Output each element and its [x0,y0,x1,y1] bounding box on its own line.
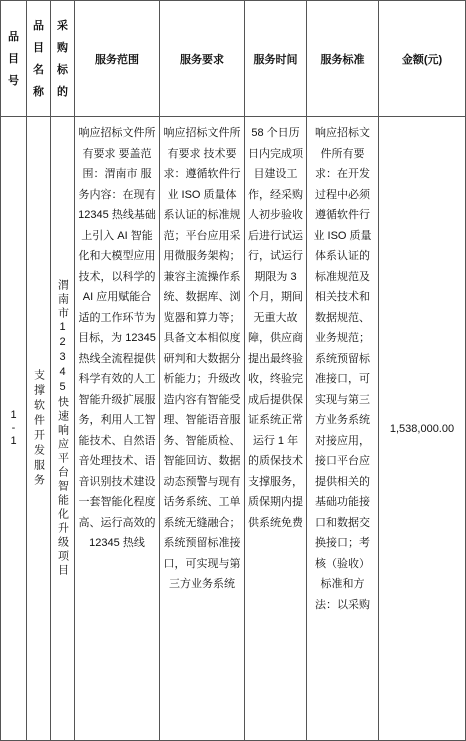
header-requirements: 服务要求 [159,0,245,117]
cell-requirements: 响应招标文件所有要求 技术要求：遵循软件行业 ISO 质量体系认证的标准规范；平台应用采用微服务架构；兼容主流操作系统、数据库、浏览器和算力等；具备文本相似度研判和大数据分析能力；升级改造内容有智能受理、智能语音服务、智能质检、智能回访、数据动态预警与现有话务系统、工单系统无缝融合；系统预留标准接口，可实现与第三方业务系统 [159,116,245,741]
header-target-char-3: 标 [57,63,68,76]
header-item-name-char-2: 目 [33,41,44,54]
header-target-char-2: 购 [57,41,68,54]
header-item-name-char-3: 名 [33,63,44,76]
procurement-target-text: 渭南市12345快速响应平台智能化升级项目 [56,279,69,578]
item-no-text: 1-1 [7,409,20,448]
header-scope: 服务范围 [74,0,160,117]
header-amount: 金额(元) [378,0,466,117]
cell-item-no [0,116,27,741]
cell-procurement-target [50,116,75,741]
header-item-name [26,0,51,117]
header-item-no-char-3: 号 [8,74,19,87]
header-standard: 服务标准 [306,0,379,117]
header-item-no-char-1: 品 [8,30,19,43]
header-time: 服务时间 [244,0,307,117]
header-target-char-1: 采 [57,19,68,32]
header-item-name-char-1: 品 [33,19,44,32]
header-target-char-4: 的 [57,85,68,98]
cell-scope: 响应招标文件所有要求 要盖范围：渭南市 服务内容：在现有 12345 热线基础上引入 AI 智能化和大模型应用技术，以科学的 AI 应用赋能合适的工作环节为目标，为 12345 热线全流程提供科学有效的人工智能升级扩展服务，利用人工智能技术、自然语音处理技术、语音识别技术建设一套智能化程度高、运行高效的 12345 热线 [74,116,160,741]
header-item-no [0,0,27,117]
item-name-text: 支撑软件开发服务 [32,368,45,489]
cell-item-name [26,116,51,741]
cell-time: 58 个日历日内完成项目建设工作，经采购人初步验收后进行试运行，试运行期限为 3 个月，期间无重大故障，供应商提出最终验收，终验完成后提供保证系统正常运行 1 年的质保技术支撑服务，质保期内提供系统免费 [244,116,307,741]
header-item-name-char-4: 称 [33,85,44,98]
cell-standard: 响应招标文件所有要求：在开发过程中必须遵循软件行业 ISO 质量体系认证的标准规范及相关技术和数据规范、业务规范；系统预留标准接口，可实现与第三方业务系统对接应用，接口平台应提供相关的基础功能接口和数据交换接口；考核（验收）标准和方法：以采购 [306,116,379,741]
header-item-no-char-2: 目 [8,52,19,65]
header-procurement-target [50,0,75,117]
cell-amount: 1,538,000.00 [378,116,466,741]
